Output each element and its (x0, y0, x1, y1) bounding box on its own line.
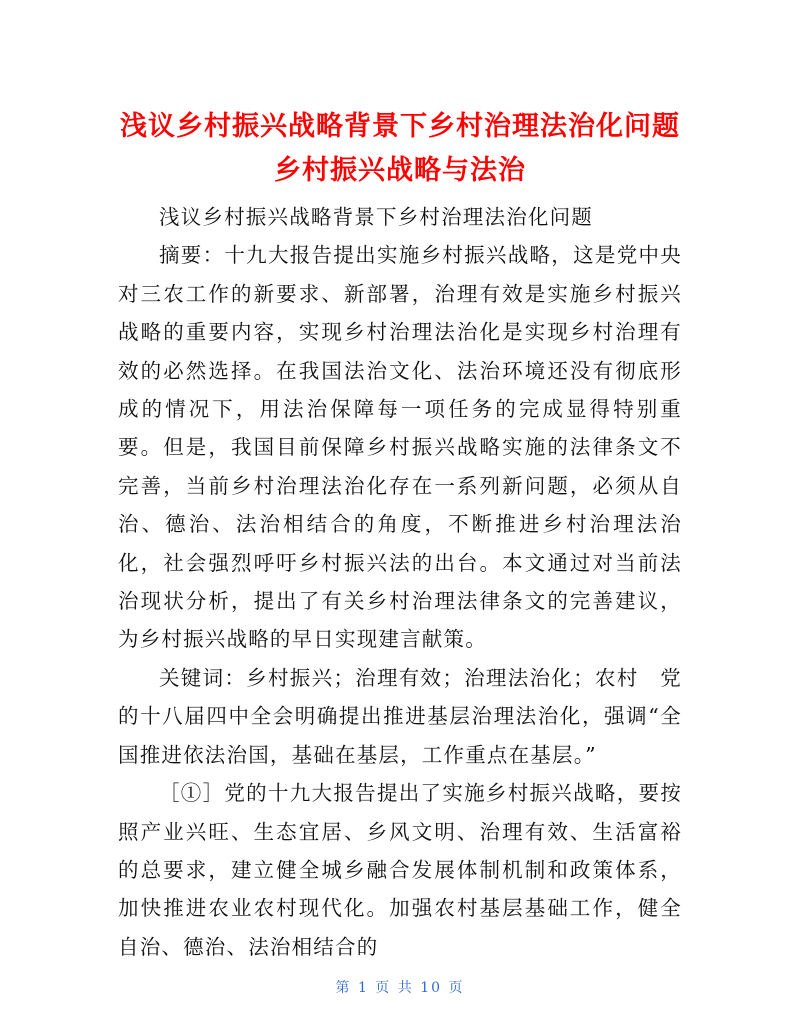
document-title: 浅议乡村振兴战略背景下乡村治理法治化问题 (120, 111, 680, 142)
paragraph-heading: 浅议乡村振兴战略背景下乡村治理法治化问题 (159, 205, 593, 229)
paragraph-keywords: 关键词：乡村振兴；治理有效；治理法治化；农村 党的十八届四中全会明确提出推进基层治理法治化，强调“全国推进依法治国，基础在基层，工作重点在基层。” (118, 665, 682, 767)
paragraph-body: ［①］党的十九大报告提出了实施乡村振兴战略，要按照产业兴旺、生态宜居、乡风文明、治理有效、生活富裕的总要求，建立健全城乡融合发展体制机制和政策体系，加快推进农业农村现代化。加强农村基层基础工作，健全自治、德治、法治相结合的 (118, 781, 682, 959)
document-body (118, 198, 682, 966)
document-subtitle: 乡村振兴战略与法治 (274, 155, 526, 186)
paragraph-abstract: 摘要：十九大报告提出实施乡村振兴战略，这是党中央对三农工作的新要求、新部署，治理有效是实施乡村振兴战略的重要内容，实现乡村治理法治化是实现乡村治理有效的必然选择。在我国法治文化、法治环境还没有彻底形成的情况下，用法治保障每一项任务的完成显得特别重要。但是，我国目前保障乡村振兴战略实施的法律条文不完善，当前乡村治理法治化存在一系列新问题，必须从自治、德治、法治相结合的角度，不断推进乡村治理法治化，社会强烈呼吁乡村振兴法的出台。本文通过对当前法治现状分析，提出了有关乡村治理法律条文的完善建议，为乡村振兴战略的早日实现建言献策。 (118, 243, 682, 652)
page-number-footer: 第 1 页 共 10 页 (335, 980, 465, 996)
